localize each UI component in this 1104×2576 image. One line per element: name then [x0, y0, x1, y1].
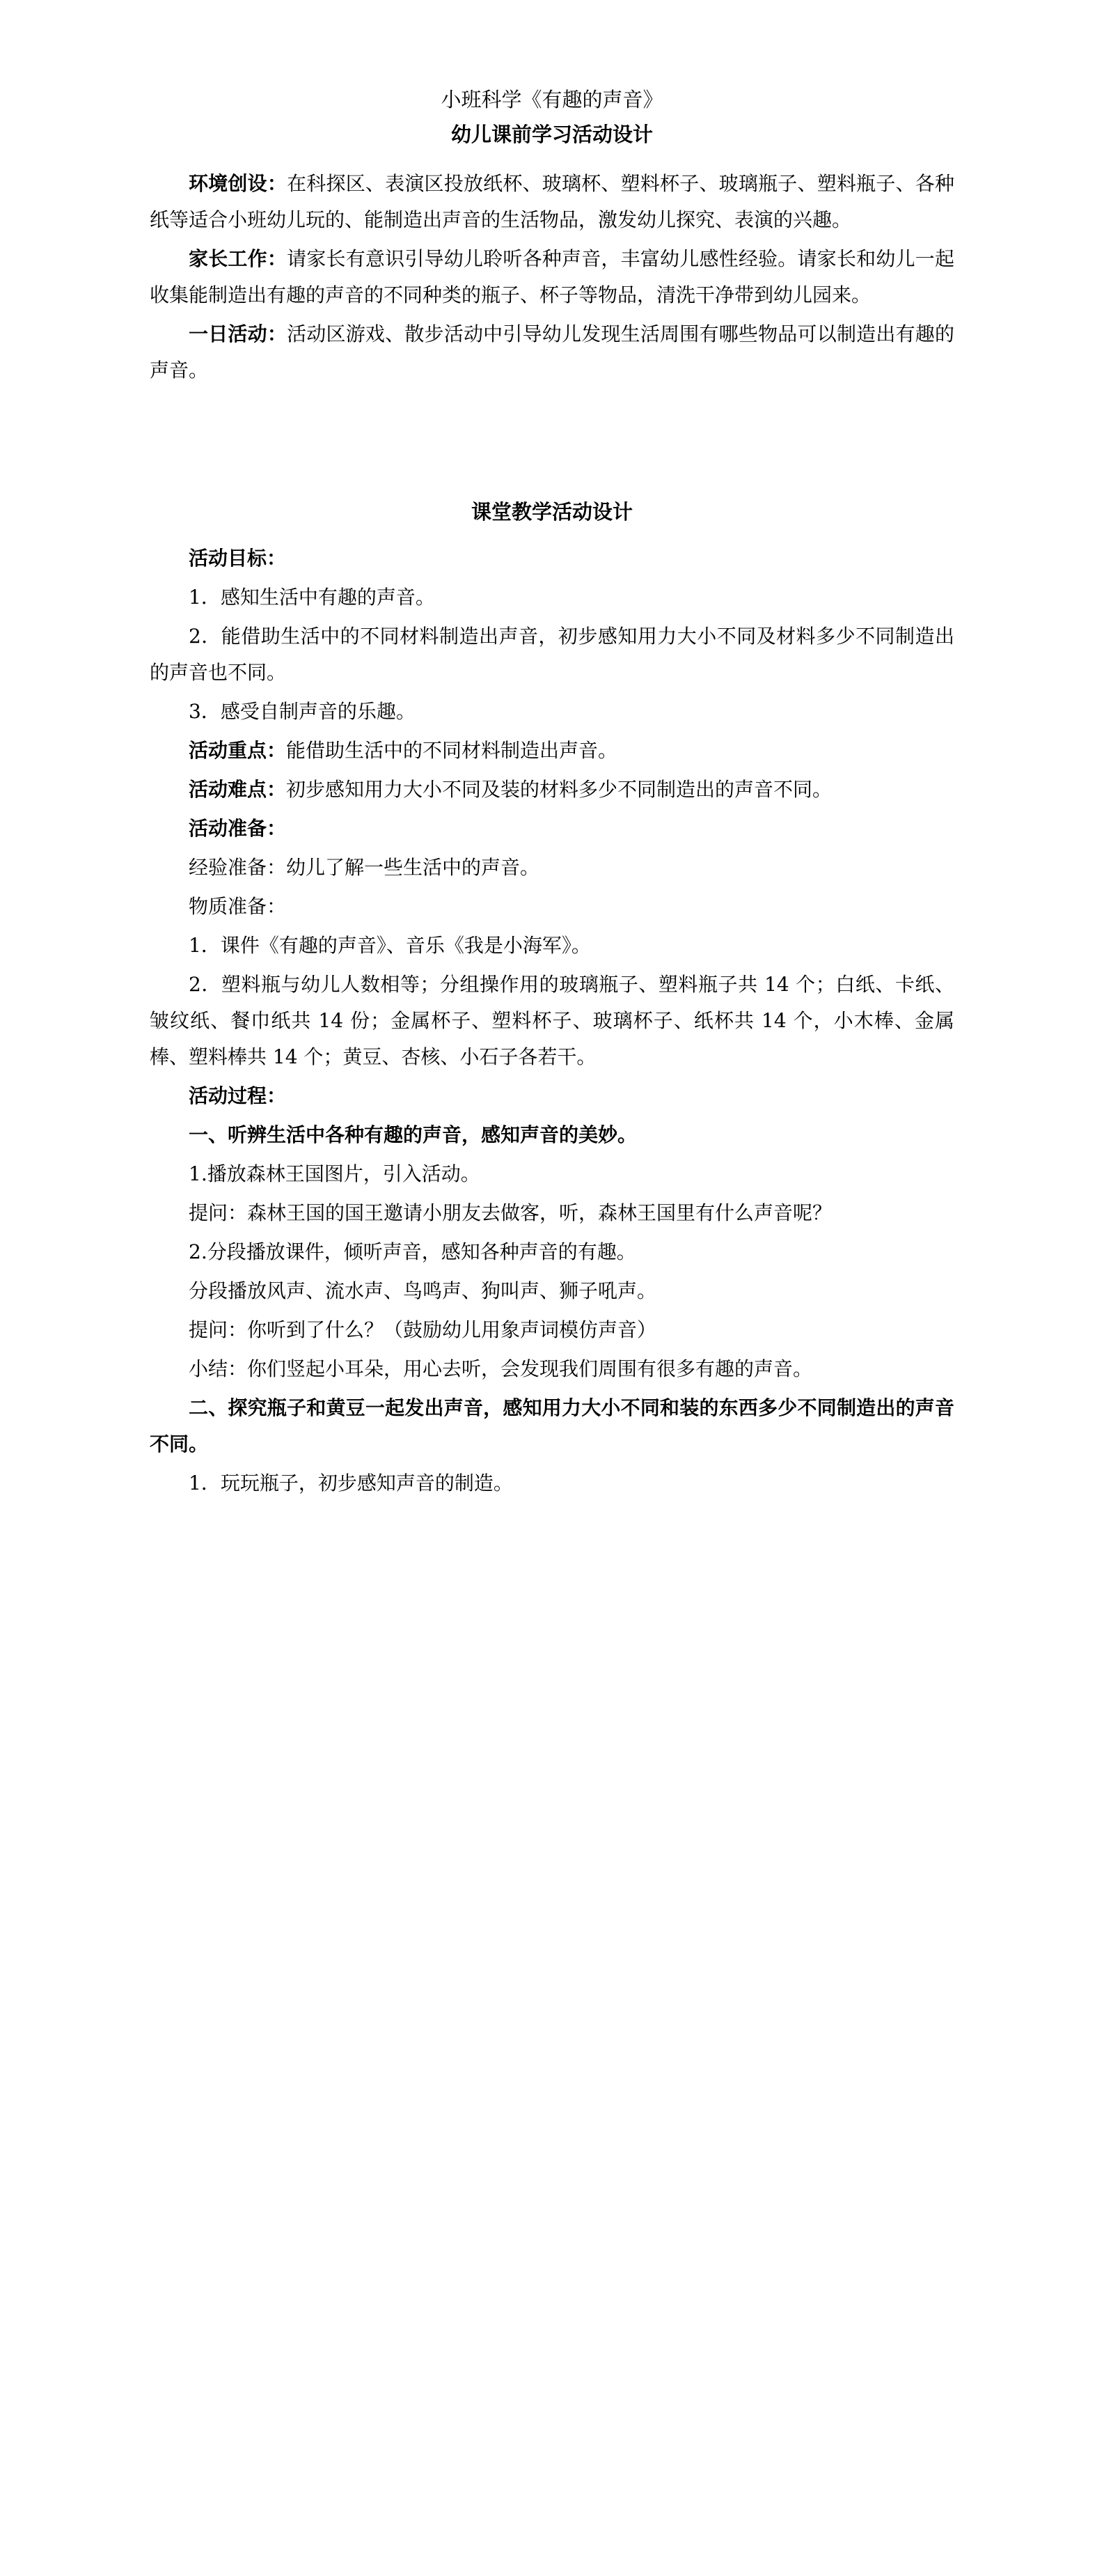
part-one-item-3: 2.分段播放课件，倾听声音，感知各种声音的有趣。 — [189, 1240, 636, 1263]
material-prep-heading: 物质准备： — [189, 895, 287, 918]
part-one-item-2: 提问：森林王国的国王邀请小朋友去做客，听，森林王国里有什么声音呢？ — [189, 1201, 833, 1224]
section-spacer — [150, 391, 954, 496]
experience-prep: 经验准备：幼儿了解一些生活中的声音。 — [189, 856, 540, 879]
part-two-item-1: 1．玩玩瓶子，初步感知声音的制造。 — [189, 1472, 513, 1494]
part-one-item-5: 提问：你听到了什么？（鼓励幼儿用象声词模仿声音） — [189, 1318, 657, 1341]
paragraph-daily-activity — [150, 316, 954, 389]
paragraph-parents — [150, 241, 954, 313]
paragraph-difficulty — [150, 772, 954, 808]
process-heading: 活动过程： — [189, 1084, 287, 1107]
part-one-item-1: 1.播放森林王国图片，引入活动。 — [189, 1162, 480, 1185]
paragraph-text-key-point: 能借助生活中的不同材料制造出声音。 — [286, 739, 618, 762]
document-subtitle: 幼儿课前学习活动设计 — [450, 123, 653, 146]
classroom-section-heading: 课堂教学活动设计 — [471, 500, 633, 524]
paragraph-text-difficulty: 初步感知用力大小不同及装的材料多少不同制造出的声音不同。 — [286, 778, 833, 801]
goals-heading: 活动目标： — [189, 547, 287, 570]
prep-heading: 活动准备： — [189, 817, 287, 840]
goal-item-1: 1．感知生活中有趣的声音。 — [189, 586, 435, 609]
paragraph-lead-difficulty: 活动难点： — [189, 778, 287, 801]
paragraph-text-environment: 在科探区、表演区投放纸杯、玻璃杯、塑料杯子、玻璃瓶子、塑料瓶子、各种纸等适合小班幼儿玩的、能制造出声音的生活物品，激发幼儿探究、表演的兴趣。 — [150, 172, 954, 231]
goal-item-3: 3．感受自制声音的乐趣。 — [189, 700, 416, 723]
part-one-heading: 一、听辨生活中各种有趣的声音，感知声音的美妙。 — [189, 1123, 638, 1146]
paragraph-lead-daily-activity: 一日活动： — [189, 322, 287, 345]
material-prep-item-1: 1．课件《有趣的声音》、音乐《我是小海军》。 — [189, 934, 591, 957]
paragraph-lead-parents: 家长工作： — [189, 247, 287, 270]
paragraph-key-point — [150, 733, 954, 769]
part-two-heading: 二、探究瓶子和黄豆一起发出声音，感知用力大小不同和装的东西多少不同制造出的声音不同。 — [150, 1396, 954, 1455]
paragraph-text-daily-activity: 活动区游戏、散步活动中引导幼儿发现生活周围有哪些物品可以制造出有趣的声音。 — [150, 322, 954, 382]
paragraph-lead-key-point: 活动重点： — [189, 739, 287, 762]
paragraph-text-parents: 请家长有意识引导幼儿聆听各种声音，丰富幼儿感性经验。请家长和幼儿一起收集能制造出有趣的声音的不同种类的瓶子、杯子等物品，清洗干净带到幼儿园来。 — [150, 247, 954, 306]
part-one-item-4: 分段播放风声、流水声、鸟鸣声、狗叫声、狮子吼声。 — [189, 1279, 657, 1302]
part-one-item-6: 小结：你们竖起小耳朵，用心去听，会发现我们周围有很多有趣的声音。 — [189, 1357, 813, 1380]
document-title: 小班科学《有趣的声音》 — [441, 88, 663, 111]
paragraph-lead-environment: 环境创设： — [189, 172, 287, 195]
paragraph-environment — [150, 166, 954, 238]
material-prep-item-2: 2．塑料瓶与幼儿人数相等；分组操作用的玻璃瓶子、塑料瓶子共 14 个；白纸、卡纸、皱纹纸、餐巾纸共 14 份；金属杯子、塑料杯子、玻璃杯子、纸杯共 14 个，小木棒、金属棒、塑料棒共 14 个；黄豆、杏核、小石子各若干。 — [150, 973, 954, 1068]
goal-item-2: 2．能借助生活中的不同材料制造出声音，初步感知用力大小不同及材料多少不同制造出的声音也不同。 — [150, 625, 954, 684]
